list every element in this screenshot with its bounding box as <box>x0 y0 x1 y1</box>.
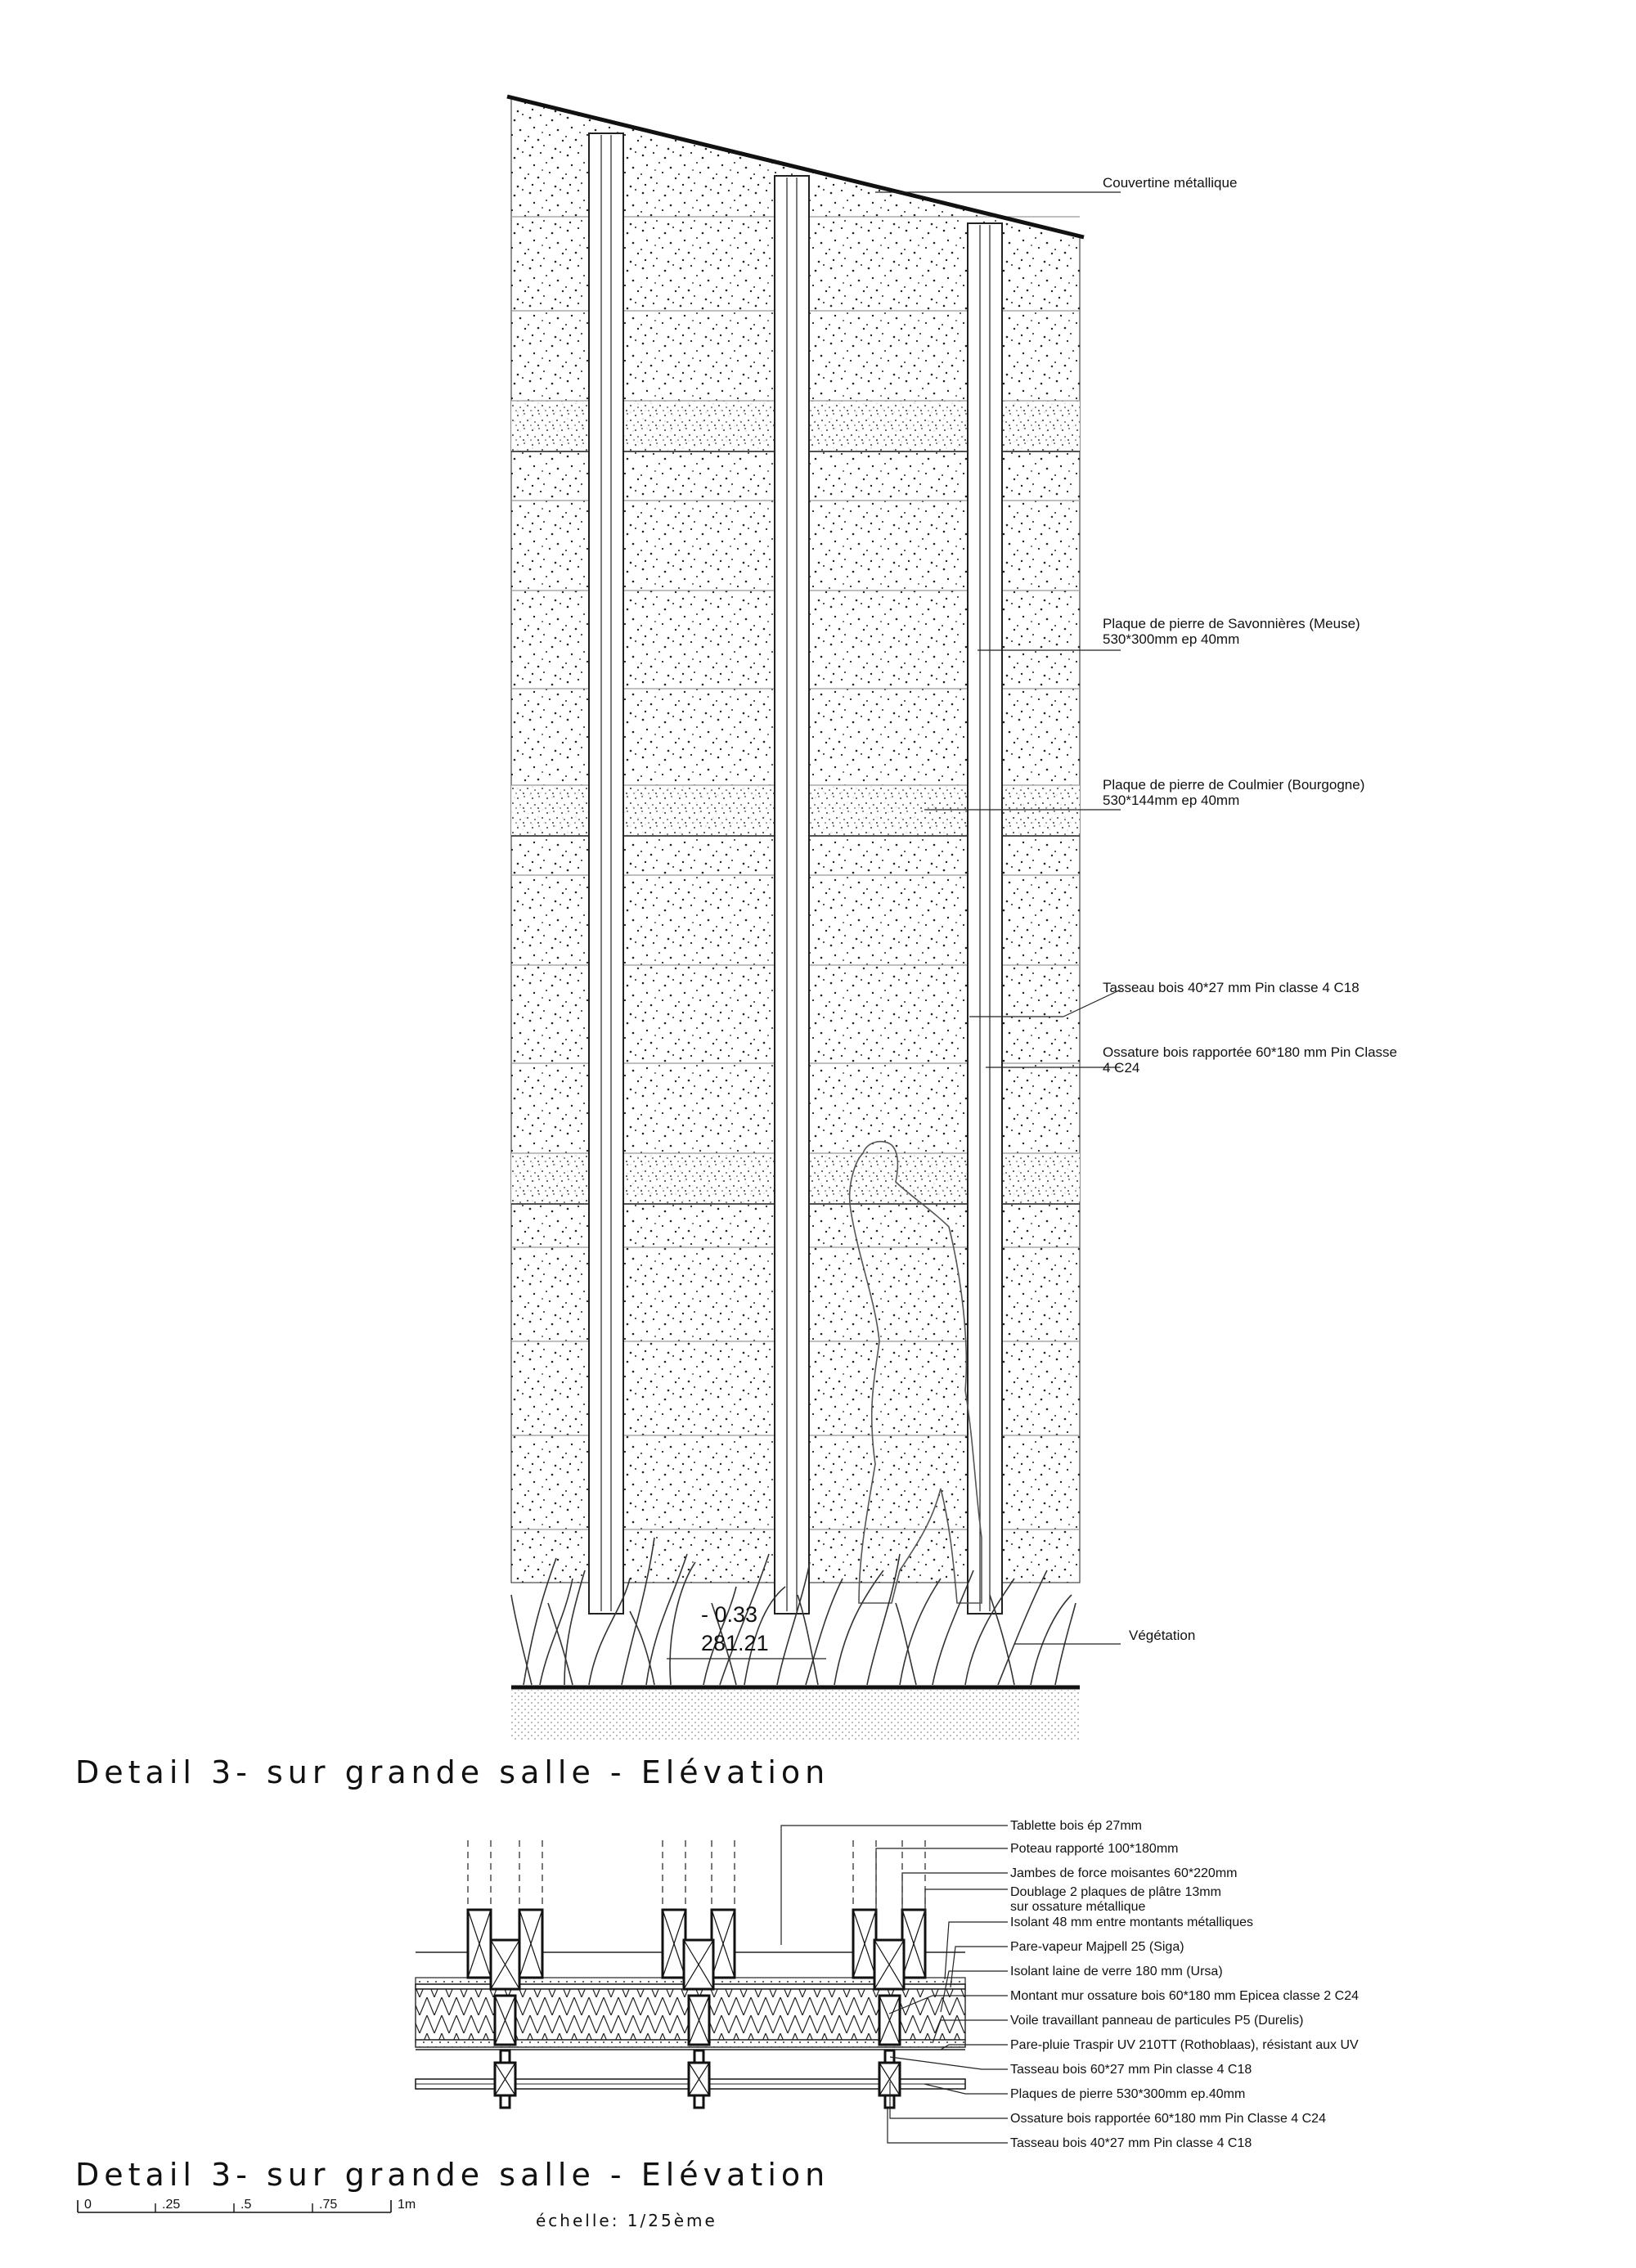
scale-caption: échelle: 1/25ème <box>536 2211 717 2230</box>
label-montant: Montant mur ossature bois 60*180 mm Epicea classe 2 C24 <box>1010 1989 1359 2003</box>
elevation-drawing <box>75 97 1397 1790</box>
scale-tick-05: .5 <box>240 2198 252 2212</box>
level-value: - 0.33 <box>701 1602 758 1627</box>
scale-tick-0: 0 <box>84 2198 92 2212</box>
label-jambes: Jambes de force moisantes 60*220mm <box>1010 1866 1238 1880</box>
elevation-title: Detail 3- sur grande salle - Elévation <box>75 1754 830 1790</box>
label-savonnieres-size: 530*300mm ep 40mm <box>1103 631 1240 647</box>
label-ossature-class: 4 C24 <box>1103 1060 1140 1076</box>
section-title: Detail 3- sur grande salle - Elévation <box>75 2157 830 2193</box>
label-tasseau-40: Tasseau bois 40*27 mm Pin classe 4 C18 <box>1010 2136 1252 2150</box>
label-pare-pluie: Pare-pluie Traspir UV 210TT (Rothoblaas), résistant aux UV <box>1010 2038 1359 2052</box>
label-doublage: Doublage 2 plaques de plâtre 13mm <box>1010 1885 1221 1899</box>
label-tasseau: Tasseau bois 40*27 mm Pin classe 4 C18 <box>1103 980 1360 995</box>
scale-bar <box>78 2198 717 2230</box>
label-plaques-pierre: Plaques de pierre 530*300mm ep.40mm <box>1010 2087 1246 2101</box>
label-poteau: Poteau rapporté 100*180mm <box>1010 1842 1179 1856</box>
label-pare-vapeur: Pare-vapeur Majpell 25 (Siga) <box>1010 1940 1184 1954</box>
label-voile: Voile travaillant panneau de particules P5 (Durelis) <box>1010 2014 1304 2028</box>
label-tablette: Tablette bois ép 27mm <box>1010 1819 1142 1833</box>
label-doublage-2: sur ossature métallique <box>1010 1900 1146 1914</box>
dashed-guides <box>468 1840 925 1910</box>
label-savonnieres: Plaque de pierre de Savonnières (Meuse) <box>1103 616 1360 631</box>
scale-tick-075: .75 <box>319 2198 338 2212</box>
label-vegetation: Végétation <box>1129 1628 1196 1643</box>
scale-tick-025: .25 <box>162 2198 181 2212</box>
label-couvertine: Couvertine métallique <box>1103 175 1238 191</box>
ground-fill <box>511 1690 1080 1740</box>
label-tasseau-60: Tasseau bois 60*27 mm Pin classe 4 C18 <box>1010 2063 1252 2077</box>
scale-tick-1m: 1m <box>398 2198 416 2212</box>
label-isolant-48: Isolant 48 mm entre montants métalliques <box>1010 1915 1254 1929</box>
label-ossature: Ossature bois rapportée 60*180 mm Pin Classe <box>1103 1044 1398 1060</box>
wall-section-drawing <box>75 1819 1359 2193</box>
level-altitude: 281.21 <box>701 1631 769 1655</box>
label-coulmier-size: 530*144mm ep 40mm <box>1103 793 1240 808</box>
label-coulmier: Plaque de pierre de Coulmier (Bourgogne) <box>1103 777 1365 793</box>
label-ossature-rapportee: Ossature bois rapportée 60*180 mm Pin Classe 4 C24 <box>1010 2112 1326 2126</box>
label-isolant-180: Isolant laine de verre 180 mm (Ursa) <box>1010 1965 1223 1978</box>
